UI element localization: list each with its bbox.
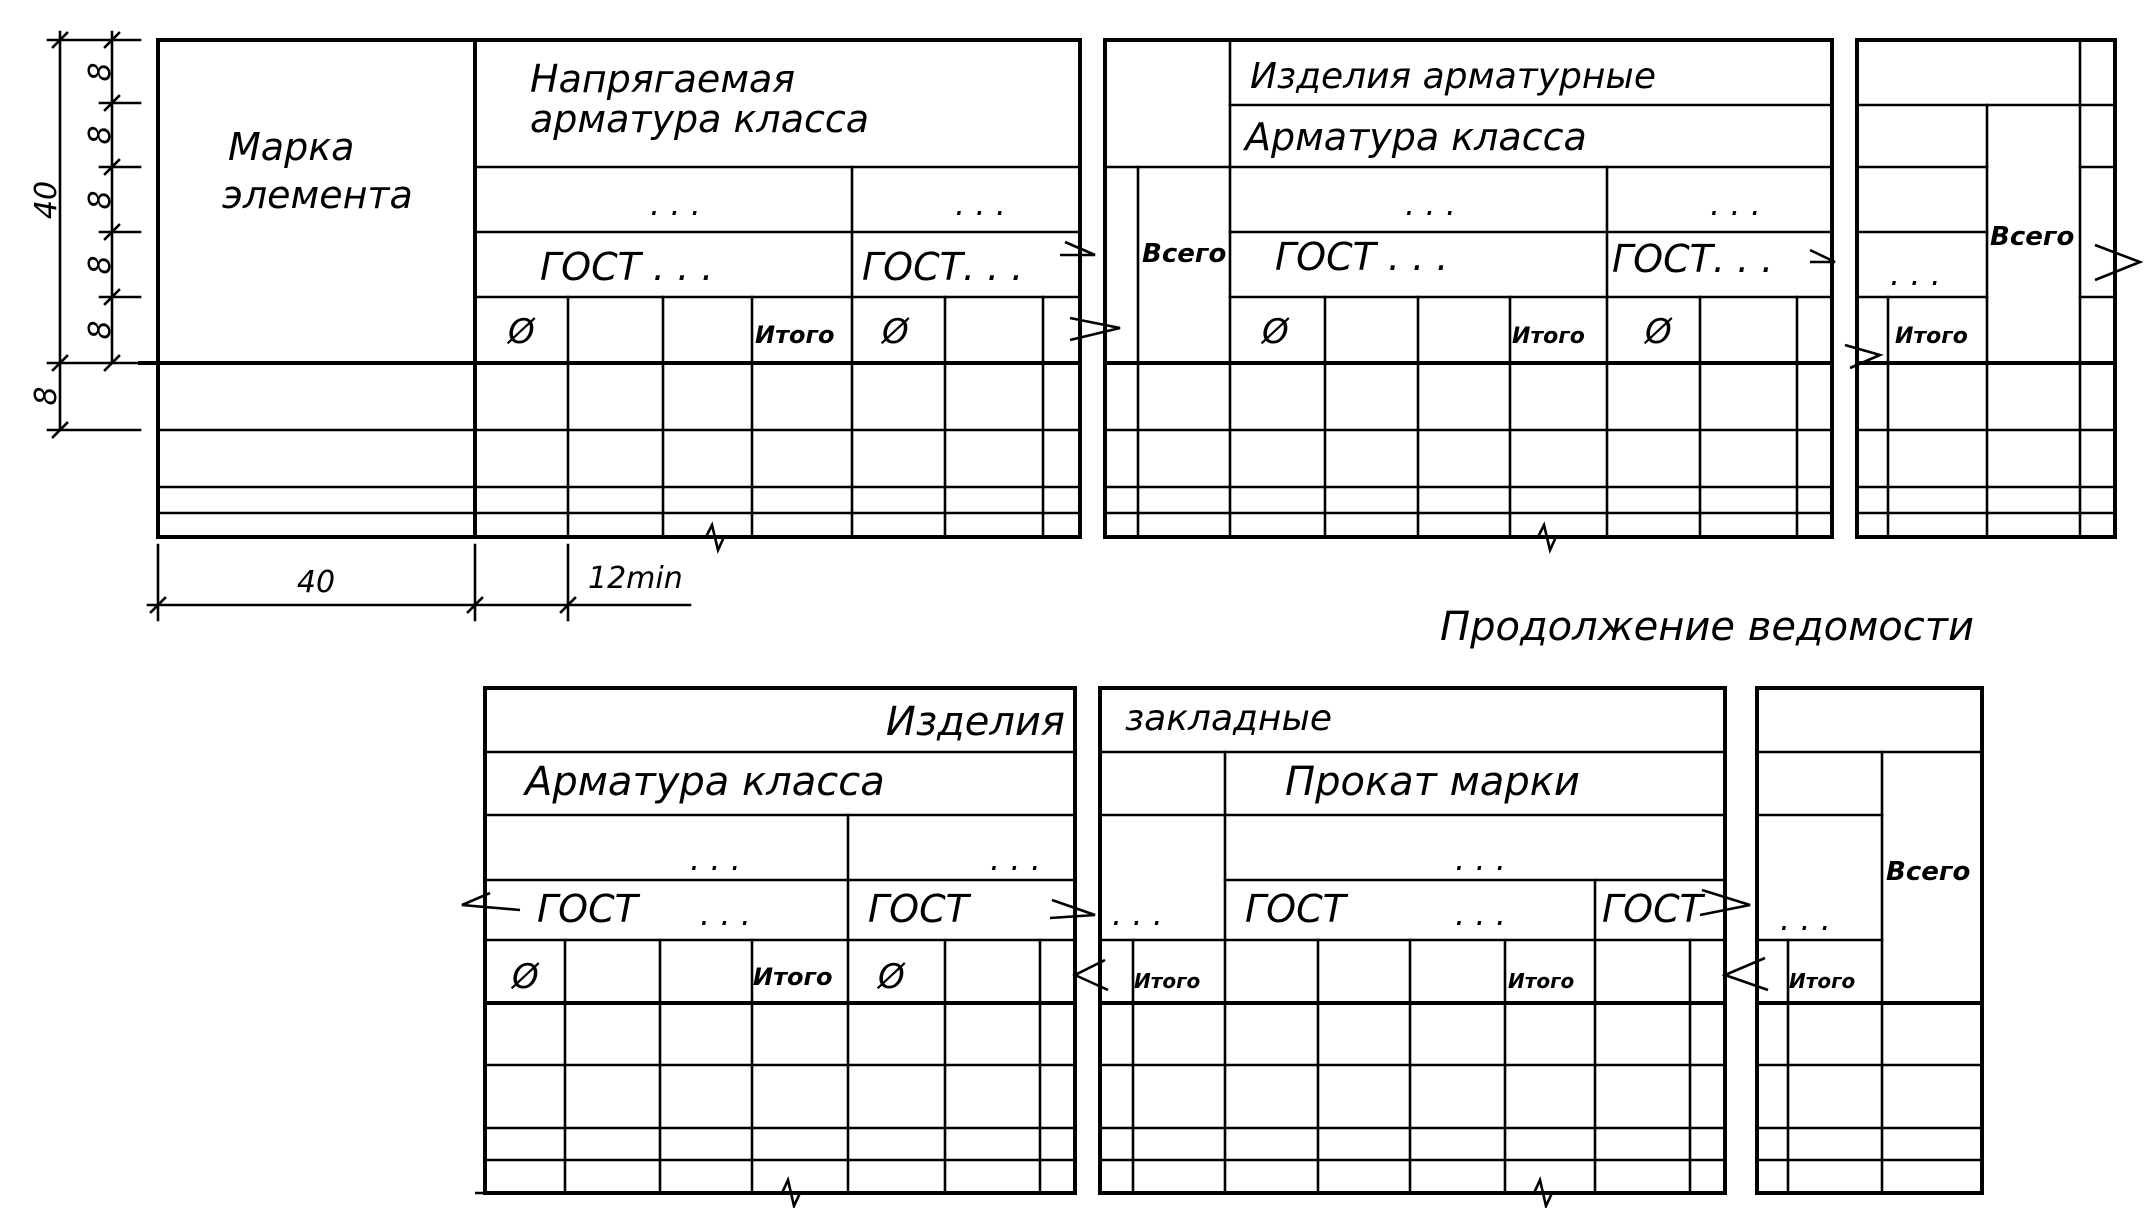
dim-row-3: 8 bbox=[83, 190, 118, 210]
break-line-icon bbox=[1060, 242, 1095, 255]
bottom-labels bbox=[510, 698, 1970, 997]
total-label: Всего bbox=[1886, 857, 1971, 887]
rebar-class-label: Арматура класса bbox=[1245, 115, 1587, 159]
dimension-ticks bbox=[53, 33, 119, 437]
ellipsis: . . . bbox=[1405, 185, 1456, 223]
break-line-icon bbox=[462, 893, 520, 910]
break-line-icon bbox=[1075, 960, 1108, 990]
break-line-icon bbox=[1050, 900, 1095, 918]
rolled-steel-label: Прокат марки bbox=[1285, 759, 1580, 805]
break-line-icon bbox=[1070, 318, 1120, 340]
ellipsis: . . . bbox=[1455, 895, 1506, 933]
dim-header-height: 40 bbox=[29, 180, 64, 220]
ellipsis: . . . bbox=[650, 185, 701, 223]
total-label: Всего bbox=[1990, 222, 2075, 252]
dim-data-row: 8 bbox=[29, 386, 64, 406]
products-label: Изделия арматурные bbox=[1250, 56, 1656, 97]
products-label: Изделия bbox=[885, 699, 1065, 745]
continuation-title: Продолжение ведомости bbox=[1440, 604, 1975, 650]
subtotal-label: Итого bbox=[1789, 969, 1856, 993]
ellipsis: . . . bbox=[690, 840, 741, 878]
break-line-icon bbox=[1105, 525, 1832, 550]
dim-first-col: 40 bbox=[296, 565, 336, 600]
diameter-icon: Ø bbox=[878, 957, 905, 997]
dim-row-4: 8 bbox=[83, 255, 118, 275]
ellipsis: . . . bbox=[1112, 895, 1163, 933]
dim-min-col: 12min bbox=[588, 561, 683, 596]
subtotal-label: Итого bbox=[1134, 969, 1201, 993]
gost-label: ГОСТ. . . bbox=[862, 245, 1024, 289]
ellipsis: . . . bbox=[1890, 255, 1941, 293]
gost-label: ГОСТ . . . bbox=[540, 245, 714, 289]
element-mark-line-1: Марка bbox=[228, 125, 355, 169]
subtotal-label: Итого bbox=[753, 963, 833, 991]
diameter-icon: Ø bbox=[1645, 312, 1672, 352]
embedded-label: закладные bbox=[1125, 698, 1333, 739]
ellipsis: . . . bbox=[1780, 900, 1831, 938]
ellipsis: . . . bbox=[990, 840, 1041, 878]
ellipsis: . . . bbox=[1710, 185, 1761, 223]
break-line-icon bbox=[1725, 958, 1768, 990]
ellipsis: . . . bbox=[1455, 840, 1506, 878]
dim-row-2: 8 bbox=[83, 125, 118, 145]
subtotal-label: Итого bbox=[755, 321, 835, 349]
bottom-segment-3 bbox=[1757, 688, 1982, 1193]
break-line-icon bbox=[690, 525, 1080, 550]
subtotal-label: Итого bbox=[1512, 324, 1585, 349]
diameter-icon: Ø bbox=[882, 312, 909, 352]
ellipsis: . . . bbox=[955, 185, 1006, 223]
element-mark-line-2: элемента bbox=[222, 173, 413, 217]
gost-label: ГОСТ bbox=[868, 887, 969, 931]
diameter-icon: Ø bbox=[512, 957, 539, 997]
dim-row-5: 8 bbox=[83, 320, 118, 340]
gost-label: ГОСТ . . . bbox=[1275, 235, 1449, 279]
ellipsis: . . . bbox=[700, 895, 751, 933]
gost-label: ГОСТ. . . bbox=[1612, 237, 1774, 281]
bottom-break-symbols bbox=[462, 890, 1768, 1206]
gost-label: ГОСТ bbox=[537, 887, 638, 931]
rebar-class-label: Арматура класса bbox=[525, 759, 885, 805]
gost-label: ГОСТ bbox=[1602, 887, 1703, 931]
subtotal-label: Итого bbox=[1508, 969, 1575, 993]
diameter-icon: Ø bbox=[1262, 312, 1289, 352]
gost-label: ГОСТ bbox=[1245, 887, 1346, 931]
prestressed-line-2: арматура класса bbox=[530, 97, 870, 141]
total-label: Всего bbox=[1142, 239, 1227, 269]
subtotal-label: Итого bbox=[1895, 324, 1968, 349]
break-line-icon bbox=[2095, 245, 2140, 280]
prestressed-line-1: Напрягаемая bbox=[530, 57, 796, 101]
diameter-icon: Ø bbox=[508, 312, 535, 352]
break-line-icon bbox=[1100, 1180, 1725, 1206]
dim-row-1: 8 bbox=[83, 62, 118, 82]
